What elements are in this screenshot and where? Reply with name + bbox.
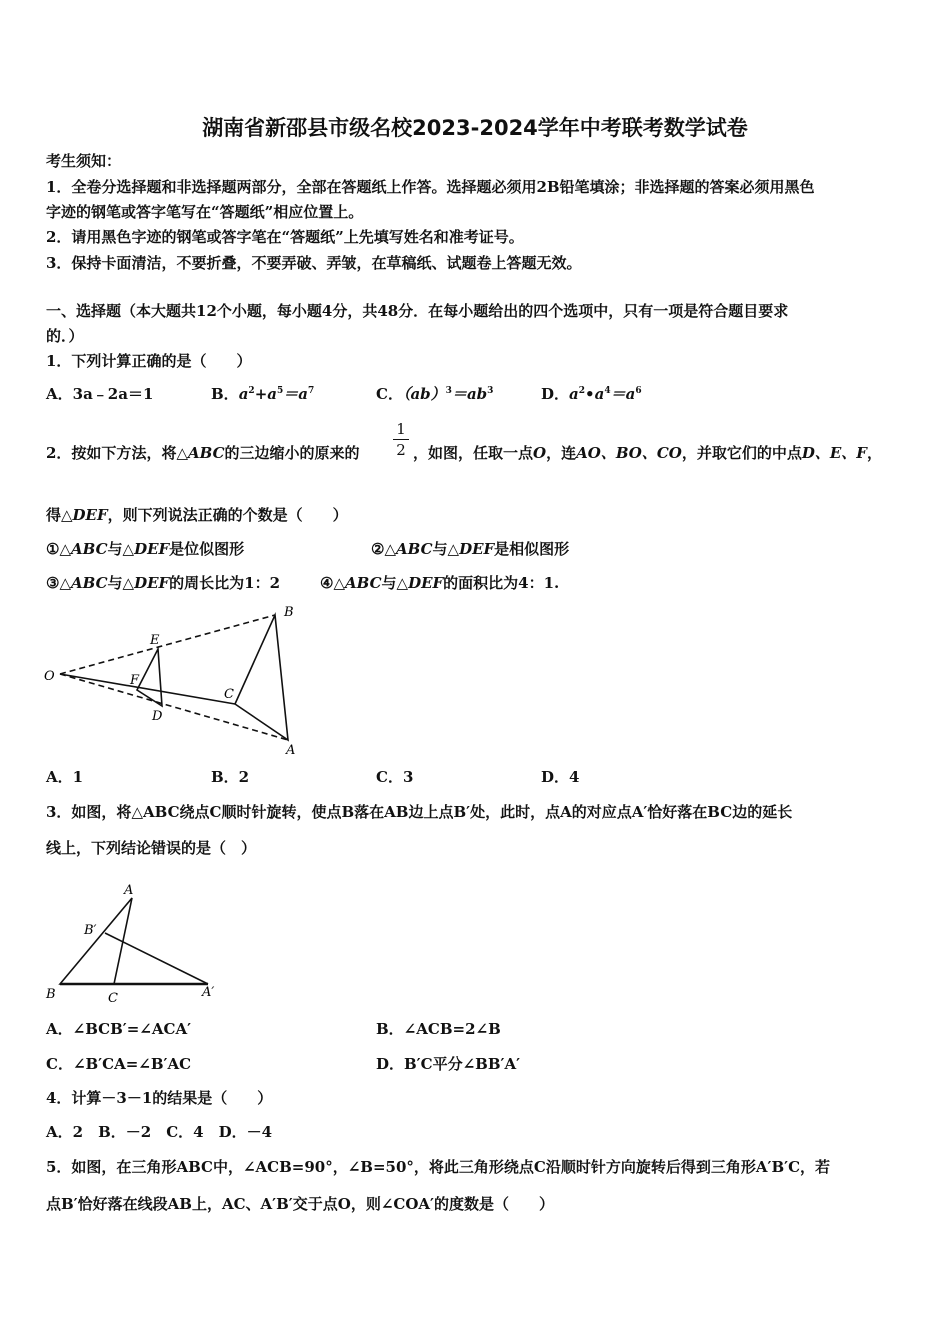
q2-option-d[interactable]: D．4 <box>541 768 580 786</box>
q3-option-d[interactable]: D．B′C平分∠BB′A′ <box>376 1055 521 1073</box>
q2-label-b: B <box>284 605 294 620</box>
q2-option-b[interactable]: B．2 <box>211 768 250 786</box>
notice-line-1: 1．全卷分选择题和非选择题两部分，全部在答题纸上作答。选择题必须用2B铅笔填涂；非选择题的答案必须用黑色 <box>46 178 815 196</box>
q3-option-b[interactable]: B．∠ACB=2∠B <box>376 1020 501 1038</box>
q2-label-f: F <box>130 673 140 688</box>
q3-option-c[interactable]: C．∠B′CA=∠B′AC <box>46 1055 192 1073</box>
q3-label-b: B <box>46 987 56 1002</box>
section-heading: 一、选择题（本大题共12个小题，每小题4分，共48分．在每小题给出的四个选项中，只有一项是符合题目要求 <box>46 302 789 320</box>
q2-statement-1: ①△ABC与△DEF是位似图形 <box>46 540 245 558</box>
q3-figure <box>40 878 230 1008</box>
q2-stem-part1: 2．按如下方法，将△ABC的三边缩小的原来的 <box>46 444 360 462</box>
q2-label-o: O <box>44 669 55 684</box>
q3-label-b-prime: B′ <box>84 923 97 938</box>
notice-line-2: 2．请用黑色字迹的钢笔或答字笔在“答题纸”上先填写姓名和准考证号。 <box>46 228 524 246</box>
q5-stem-line1: 5．如图，在三角形ABC中，∠ACB=90°，∠B=50°，将此三角形绕点C沿顺时针方向旋转后得到三角形A′B′C，若 <box>46 1158 831 1176</box>
q1-stem: 1．下列计算正确的是（ ） <box>46 352 252 370</box>
q5-stem-line2: 点B′恰好落在线段AB上，AC、A′B′交于点O，则∠COA′的度数是（ ） <box>46 1195 554 1213</box>
q4-stem: 4．计算－3－1的结果是（ ） <box>46 1089 273 1107</box>
q2-label-c: C <box>224 687 234 702</box>
q3-label-c: C <box>108 991 118 1006</box>
q3-stem-line2: 线上，下列结论错误的是（ ） <box>46 839 257 857</box>
q2-fraction: 1 2 <box>393 420 409 459</box>
q3-stem-line1: 3．如图，将△ABC绕点C顺时针旋转，使点B落在AB边上点B′处，此时，点A的对应点A′恰好落在BC边的延长 <box>46 803 793 821</box>
q2-label-a: A <box>286 743 296 758</box>
q2-option-c[interactable]: C．3 <box>376 768 414 786</box>
q2-statement-2: ②△ABC与△DEF是相似图形 <box>371 540 570 558</box>
q2-figure <box>40 602 310 760</box>
q1-option-b[interactable]: B．$a^2+a^5=a^7$ <box>211 385 315 403</box>
section-heading-cont: 的．） <box>46 327 84 345</box>
q2-stem-line2: 得△DEF，则下列说法正确的个数是（ ） <box>46 506 348 524</box>
q2-statement-4: ④△ABC与△DEF的面积比为4：1. <box>320 574 560 592</box>
q1-option-d[interactable]: D．$a^2•a^4=a^6$ <box>541 385 642 403</box>
page-title: 湖南省新邵县市级名校2023-2024学年中考联考数学试卷 <box>202 116 748 140</box>
q2-label-e: E <box>150 633 160 648</box>
q3-label-a-prime: A′ <box>202 985 215 1000</box>
q2-statement-3: ③△ABC与△DEF的周长比为1：2 <box>46 574 281 592</box>
q2-label-d: D <box>152 709 163 724</box>
q4-options[interactable]: A．2 B．－2 C．4 D．－4 <box>46 1123 273 1141</box>
q2-option-a[interactable]: A．1 <box>46 768 84 786</box>
q3-option-a[interactable]: A．∠BCB′=∠ACA′ <box>46 1020 192 1038</box>
notice-line-1b: 字迹的钢笔或答字笔写在“答题纸”相应位置上。 <box>46 203 364 221</box>
q1-option-c[interactable]: C．$(ab)^3=ab^3$ <box>376 385 494 403</box>
q2-stem-part2: ，如图，任取一点O，连AO、BO、CO，并取它们的中点D、E、F， <box>413 444 882 462</box>
notice-heading: 考生须知： <box>46 152 122 170</box>
q3-label-a: A <box>124 883 134 898</box>
notice-line-3: 3．保持卡面清洁，不要折叠，不要弄破、弄皱，在草稿纸、试题卷上答题无效。 <box>46 254 582 272</box>
q1-option-a[interactable]: A．3a﹣2a＝1 <box>46 385 154 403</box>
